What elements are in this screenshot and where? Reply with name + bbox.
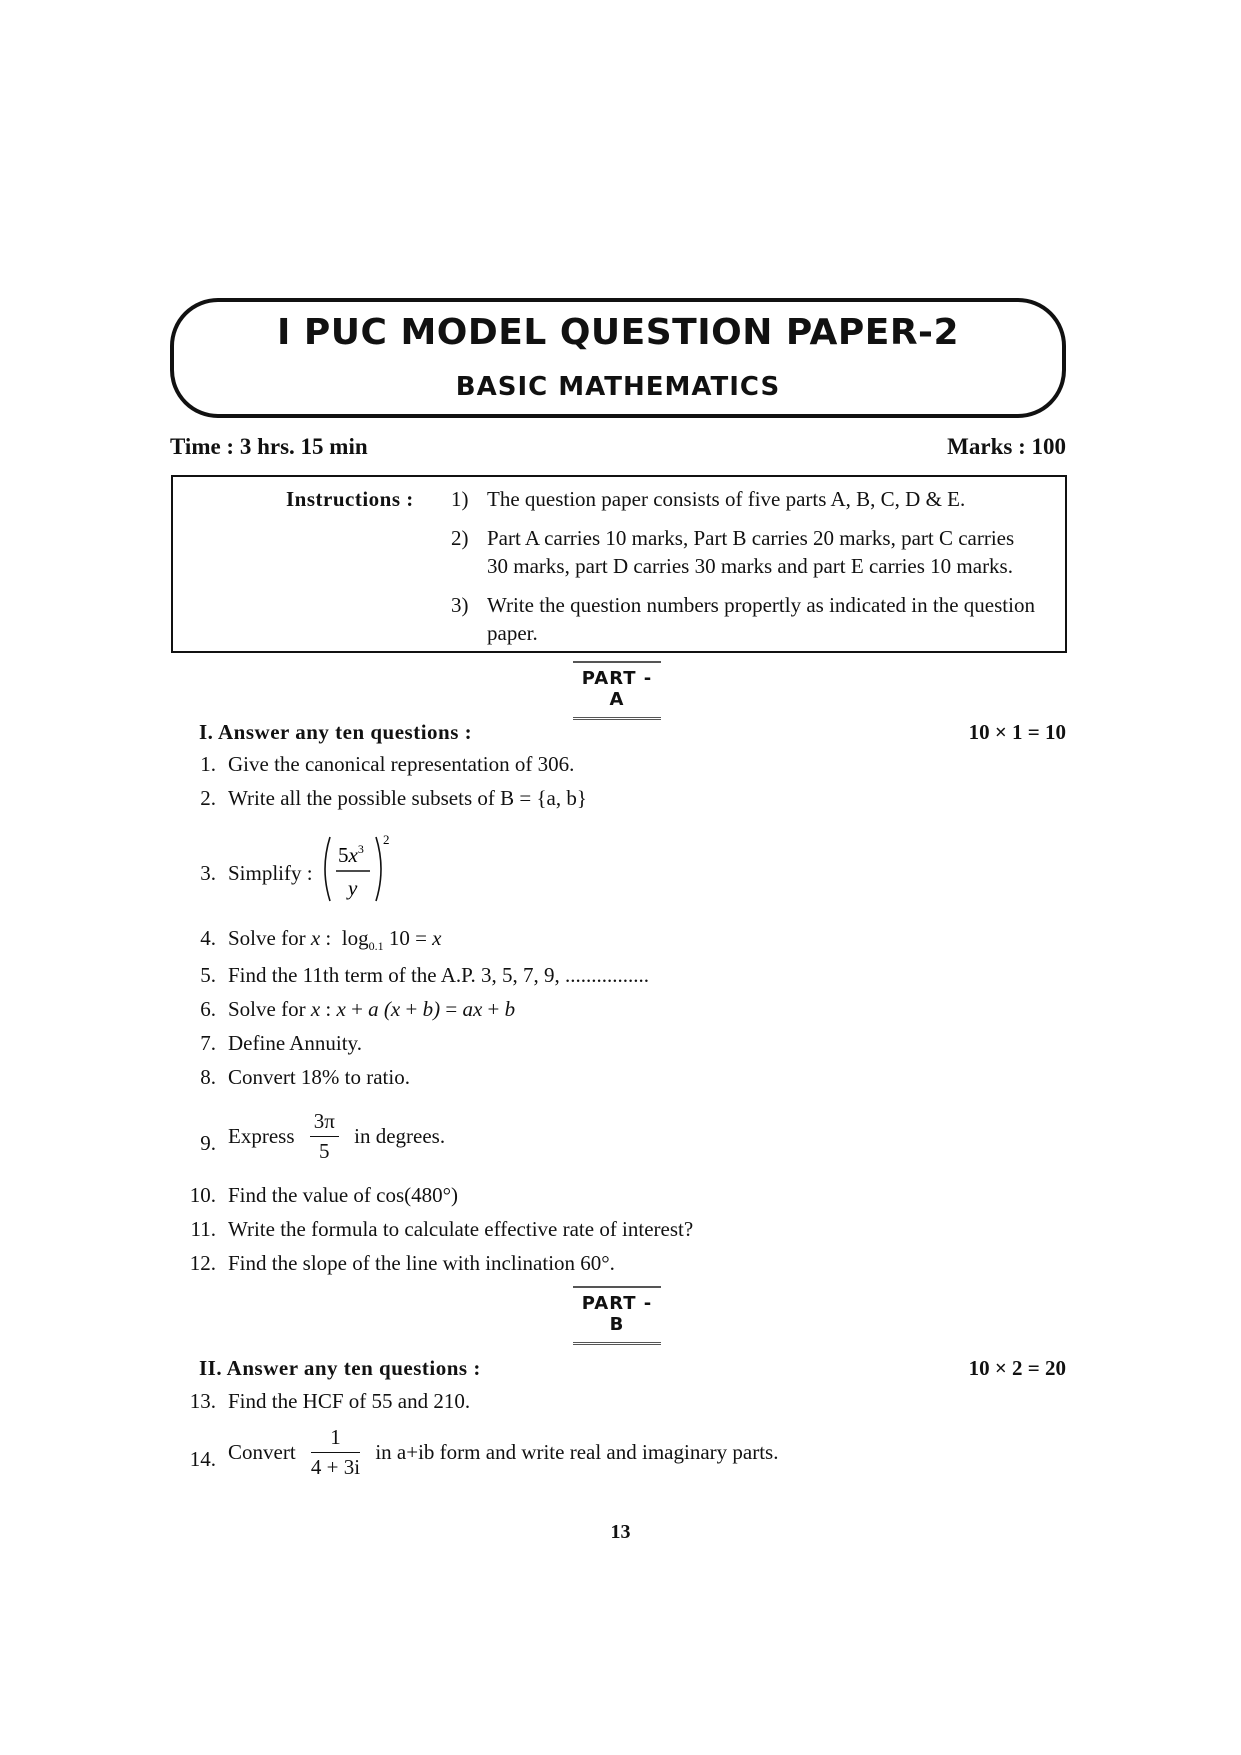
question-number: 14. (189, 1447, 216, 1471)
part-a-heading: PART - A (573, 661, 661, 720)
question-number: 1. (200, 752, 216, 776)
question-number: 8. (200, 1065, 216, 1089)
question-number: 4. (200, 926, 216, 950)
question-text: Find the 11th term of the A.P. 3, 5, 7, 9, ................ (228, 963, 649, 987)
time-label: Time : 3 hrs. 15 min (170, 434, 368, 459)
math-expression (320, 831, 390, 912)
question-number: 7. (200, 1031, 216, 1055)
instruction-number: 3) (451, 593, 469, 617)
question-text: Define Annuity. (228, 1031, 362, 1055)
instruction-text: The question paper consists of five parts A, B, C, D & E. (487, 487, 966, 511)
question-text: Convert 18% to ratio. (228, 1065, 410, 1089)
question-text: Convert $\frac{1}{4 + 3i}$ in a+ib form and write real and imaginary parts. (228, 1425, 779, 1479)
question-number: 3. (200, 861, 216, 885)
instructions-label: Instructions : (286, 487, 414, 511)
question-number: 10. (189, 1183, 216, 1207)
section-1-instruction: I. Answer any ten questions : (199, 720, 473, 744)
question-text: Solve for x : x + a (x + b) = ax + b (228, 997, 516, 1021)
instruction-number: 1) (451, 487, 469, 511)
question-number: 9. (200, 1131, 216, 1155)
question-number: 5. (200, 963, 216, 987)
section-2-marks: 10 × 2 = 20 (968, 1356, 1066, 1380)
page-title: I PUC MODEL QUESTION PAPER-2 (276, 312, 960, 353)
fraction-denominator: y (348, 876, 358, 900)
fraction: $\frac{3\pi}{5}$ (310, 1109, 339, 1164)
part-b-heading: PART - B (573, 1286, 661, 1345)
question-text: Solve for x : $\log_{0.1} 10 = x$ (228, 926, 442, 954)
fraction: $\frac{1}{4 + 3i}$ (310, 1425, 361, 1479)
subject-title: BASIC MATHEMATICS (455, 372, 781, 402)
page-number: 13 (610, 1521, 631, 1543)
question-number: 6. (200, 997, 216, 1021)
exponent: 2 (383, 832, 390, 847)
question-text: Simplify : (228, 861, 313, 885)
question-number: 2. (200, 786, 216, 810)
question-number: 13. (189, 1389, 216, 1413)
question-text: Write the formula to calculate effective rate of interest? (228, 1217, 694, 1241)
question-text: Give the canonical representation of 306. (228, 752, 575, 776)
fraction-numerator: $5x^3$ (338, 842, 364, 867)
question-text: Find the slope of the line with inclination 60°. (228, 1251, 615, 1275)
question-text: Express $\frac{3\pi}{5}$ in degrees. (228, 1109, 446, 1163)
question-number: 12. (189, 1251, 216, 1275)
instruction-number: 2) (451, 526, 469, 550)
question-text: Write all the possible subsets of B = {a, b} (228, 786, 587, 810)
section-1-marks: 10 × 1 = 10 (968, 720, 1066, 744)
instruction-text: Write the question numbers propertly as indicated in the question paper. (487, 593, 1035, 645)
bracket-fraction (320, 831, 390, 907)
question-number: 11. (190, 1217, 216, 1241)
instruction-text: Part A carries 10 marks, Part B carries 20 marks, part C carries 30 marks, part D carries 30 marks and part E carries 10 marks. (487, 526, 1015, 578)
marks-label: Marks : 100 (947, 434, 1066, 459)
question-text: Find the value of cos(480°) (228, 1183, 459, 1207)
section-2-instruction: II. Answer any ten questions : (199, 1356, 481, 1380)
question-text: Find the HCF of 55 and 210. (228, 1389, 471, 1413)
